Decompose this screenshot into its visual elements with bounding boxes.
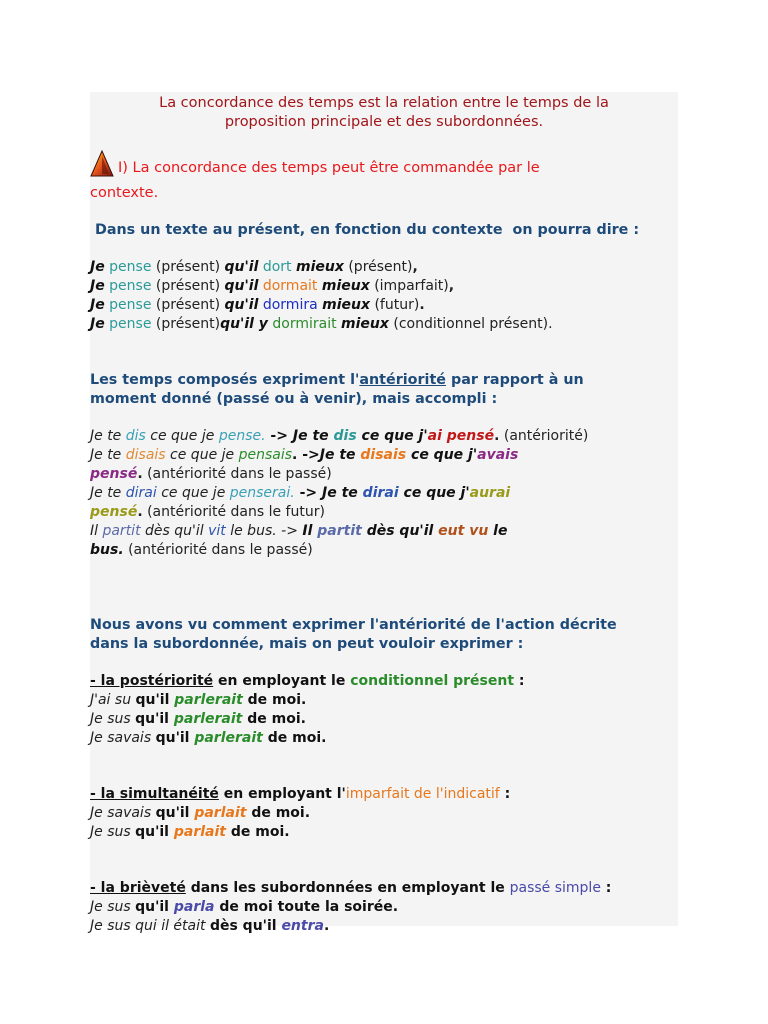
sub-verb: dormira	[262, 297, 318, 313]
text: Je te	[90, 428, 126, 444]
arrow: ->	[294, 485, 323, 501]
text: de moi toute la soirée.	[214, 899, 399, 915]
text: en employant l'	[218, 786, 346, 802]
text: :	[514, 673, 525, 689]
anteriority-term: antériorité	[359, 372, 446, 388]
main-verb: pense	[109, 316, 152, 332]
text: le bus. ->	[225, 523, 303, 539]
present-context-intro: Dans un texte au présent, en fonction du contexte on pourra dire :	[90, 222, 640, 238]
verb: dirai	[125, 485, 157, 501]
text: dès qu'il	[140, 523, 209, 539]
text: J'ai su	[90, 692, 136, 708]
document-page	[90, 92, 678, 934]
adverb: mieux	[341, 316, 389, 332]
verb: dis	[333, 428, 357, 444]
verb: avais	[477, 447, 519, 463]
main-verb: pense	[109, 278, 152, 294]
posteriority-example	[90, 691, 678, 710]
note: (antériorité dans le futur)	[142, 504, 325, 520]
tense-name: passé simple	[509, 880, 601, 896]
tense-name: conditionnel présent	[350, 673, 515, 689]
verb: pensé	[90, 504, 138, 520]
posteriority-label: - la postériorité	[90, 673, 214, 689]
verb: parlait	[173, 824, 226, 840]
note: (antériorité dans le passé)	[142, 466, 332, 482]
simultaneity-example	[90, 804, 678, 823]
text: Je sus qui il était	[90, 918, 210, 934]
verb: partit	[317, 523, 362, 539]
other-line-1: Nous avons vu comment exprimer l'antériorité de l'action décrite	[90, 617, 617, 633]
section-1-heading	[90, 150, 678, 203]
text: Je savais	[90, 805, 156, 821]
text: dès qu'il	[209, 918, 282, 934]
brevity-label: - la brièveté	[90, 880, 186, 896]
tense-note: (présent)	[155, 297, 221, 313]
verb: parlerait	[174, 692, 243, 708]
text: ce que j'	[406, 447, 478, 463]
tense-note: (présent)	[155, 259, 221, 275]
verb: parlait	[194, 805, 247, 821]
sub-verb: dormait	[262, 278, 318, 294]
adverb: mieux	[322, 297, 371, 313]
text: dans les subordonnées en employant le	[185, 880, 510, 896]
verb: parlerait	[194, 730, 263, 746]
pronoun: Je	[90, 278, 105, 294]
text: qu'il	[135, 692, 175, 708]
verb: pensé	[90, 466, 138, 482]
brevity-heading	[90, 879, 678, 898]
text: :	[600, 880, 612, 896]
punctuation: ,	[412, 259, 418, 275]
composed-example	[90, 522, 678, 560]
verb: dis	[125, 428, 146, 444]
tense-name: imparfait de l'indicatif	[345, 786, 500, 802]
note: (antériorité dans le passé)	[123, 542, 313, 558]
text: Je te	[322, 485, 363, 501]
verb: dirai	[362, 485, 399, 501]
verb: entra	[281, 918, 324, 934]
text: Je te	[90, 485, 126, 501]
text: qu'il	[135, 711, 174, 727]
composed-example	[90, 446, 678, 484]
document-title	[90, 94, 678, 132]
pronoun: Je	[90, 316, 105, 332]
tense-note: (futur)	[374, 297, 420, 313]
verb: eut vu	[438, 523, 489, 539]
main-verb: pense	[109, 297, 152, 313]
punctuation: .	[494, 428, 500, 444]
arrow: ->	[265, 428, 293, 444]
tense-note: (présent)	[155, 278, 221, 294]
text: Je savais	[90, 730, 156, 746]
punctuation: .	[137, 504, 143, 520]
sub-verb: dormirait	[272, 316, 337, 332]
conjunction: qu'il	[224, 259, 259, 275]
text: ce que je	[145, 428, 219, 444]
text: dès qu'il	[361, 523, 439, 539]
punctuation: ,	[448, 278, 455, 294]
verb: parlerait	[173, 711, 243, 727]
brevity-example	[90, 917, 678, 936]
text: le	[488, 523, 508, 539]
composed-example	[90, 427, 678, 446]
verb: penserai.	[229, 485, 295, 501]
text: ce que j'	[398, 485, 470, 501]
simultaneity-label: - la simultanéité	[90, 786, 219, 802]
text: Je sus	[90, 899, 136, 915]
posteriority-example	[90, 729, 678, 748]
punctuation: .	[137, 466, 143, 482]
simultaneity-example	[90, 823, 678, 842]
text: qu'il	[155, 730, 195, 746]
document-content	[90, 92, 678, 936]
text: de moi.	[262, 730, 327, 746]
text: en employant le	[213, 673, 351, 689]
verb: parla	[173, 899, 215, 915]
verb: pense.	[218, 428, 266, 444]
pronoun: Je	[90, 297, 105, 313]
verb: ai pensé	[427, 428, 495, 444]
text: :	[499, 786, 511, 802]
conjunction: qu'il	[224, 278, 259, 294]
section-1-heading-line-1: I) La concordance des temps peut être commandée par le	[118, 160, 540, 176]
present-examples	[90, 258, 678, 334]
text: de moi.	[246, 805, 311, 821]
other-line-2: dans la subordonnée, mais on peut vouloir exprimer :	[90, 636, 524, 652]
composed-heading-line-2: moment donné (passé ou à venir), mais accompli :	[90, 391, 498, 407]
composed-examples	[90, 427, 678, 560]
text: ce que je	[165, 447, 239, 463]
title-line-1: La concordance des temps est la relation entre le temps de la	[159, 95, 609, 111]
text: ce que j'	[356, 428, 428, 444]
text: Il	[302, 523, 318, 539]
text: de moi.	[242, 692, 307, 708]
tense-note: (présent)	[348, 259, 413, 275]
simultaneity-heading	[90, 785, 678, 804]
warning-triangle-icon	[90, 150, 114, 184]
composed-heading-text: par rapport à un	[445, 372, 584, 388]
adverb: mieux	[321, 278, 370, 294]
conjunction: qu'il y	[220, 316, 268, 332]
section-1-heading-line-2: contexte.	[90, 185, 159, 201]
text: Je te	[319, 447, 361, 463]
tense-note: (conditionnel présent).	[393, 316, 553, 332]
other-relations-heading	[90, 616, 678, 654]
note: (antériorité)	[499, 428, 589, 444]
adverb: mieux	[296, 259, 344, 275]
posteriority-heading	[90, 672, 678, 691]
verb: vit	[208, 523, 226, 539]
tense-note: (présent)	[155, 316, 221, 332]
text: .	[323, 918, 330, 934]
text: qu'il	[135, 899, 174, 915]
punctuation: .	[419, 297, 425, 313]
text: Il	[90, 523, 103, 539]
arrow: . ->	[292, 447, 320, 463]
title-line-2: proposition principale et des subordonnées.	[224, 114, 544, 130]
text: Je te	[292, 428, 334, 444]
text: ce que je	[156, 485, 230, 501]
composed-tenses-heading	[90, 371, 678, 409]
conjunction: qu'il	[224, 297, 259, 313]
brevity-example	[90, 898, 678, 917]
present-example-row	[90, 315, 678, 334]
simultaneity-block	[90, 785, 678, 842]
brevity-block	[90, 879, 678, 936]
verb: aurai	[469, 485, 511, 501]
verb: disais	[360, 447, 407, 463]
posteriority-block	[90, 672, 678, 748]
verb: partit	[102, 523, 141, 539]
present-example-row	[90, 296, 678, 315]
text: qu'il	[135, 824, 174, 840]
composed-example	[90, 484, 678, 522]
main-verb: pense	[109, 259, 152, 275]
verb: pensais	[238, 447, 293, 463]
text: bus.	[90, 542, 124, 558]
text: de moi.	[225, 824, 290, 840]
composed-heading-text: Les temps composés expriment l'	[90, 372, 360, 388]
sub-verb: dort	[262, 259, 292, 275]
text: qu'il	[155, 805, 195, 821]
text: Je te	[90, 447, 126, 463]
text: de moi.	[242, 711, 306, 727]
present-example-row	[90, 277, 678, 296]
present-example-row	[90, 258, 678, 277]
text: Je sus	[90, 824, 136, 840]
posteriority-example	[90, 710, 678, 729]
text: Je sus	[90, 711, 136, 727]
tense-note: (imparfait)	[374, 278, 449, 294]
verb: disais	[125, 447, 166, 463]
pronoun: Je	[90, 259, 105, 275]
